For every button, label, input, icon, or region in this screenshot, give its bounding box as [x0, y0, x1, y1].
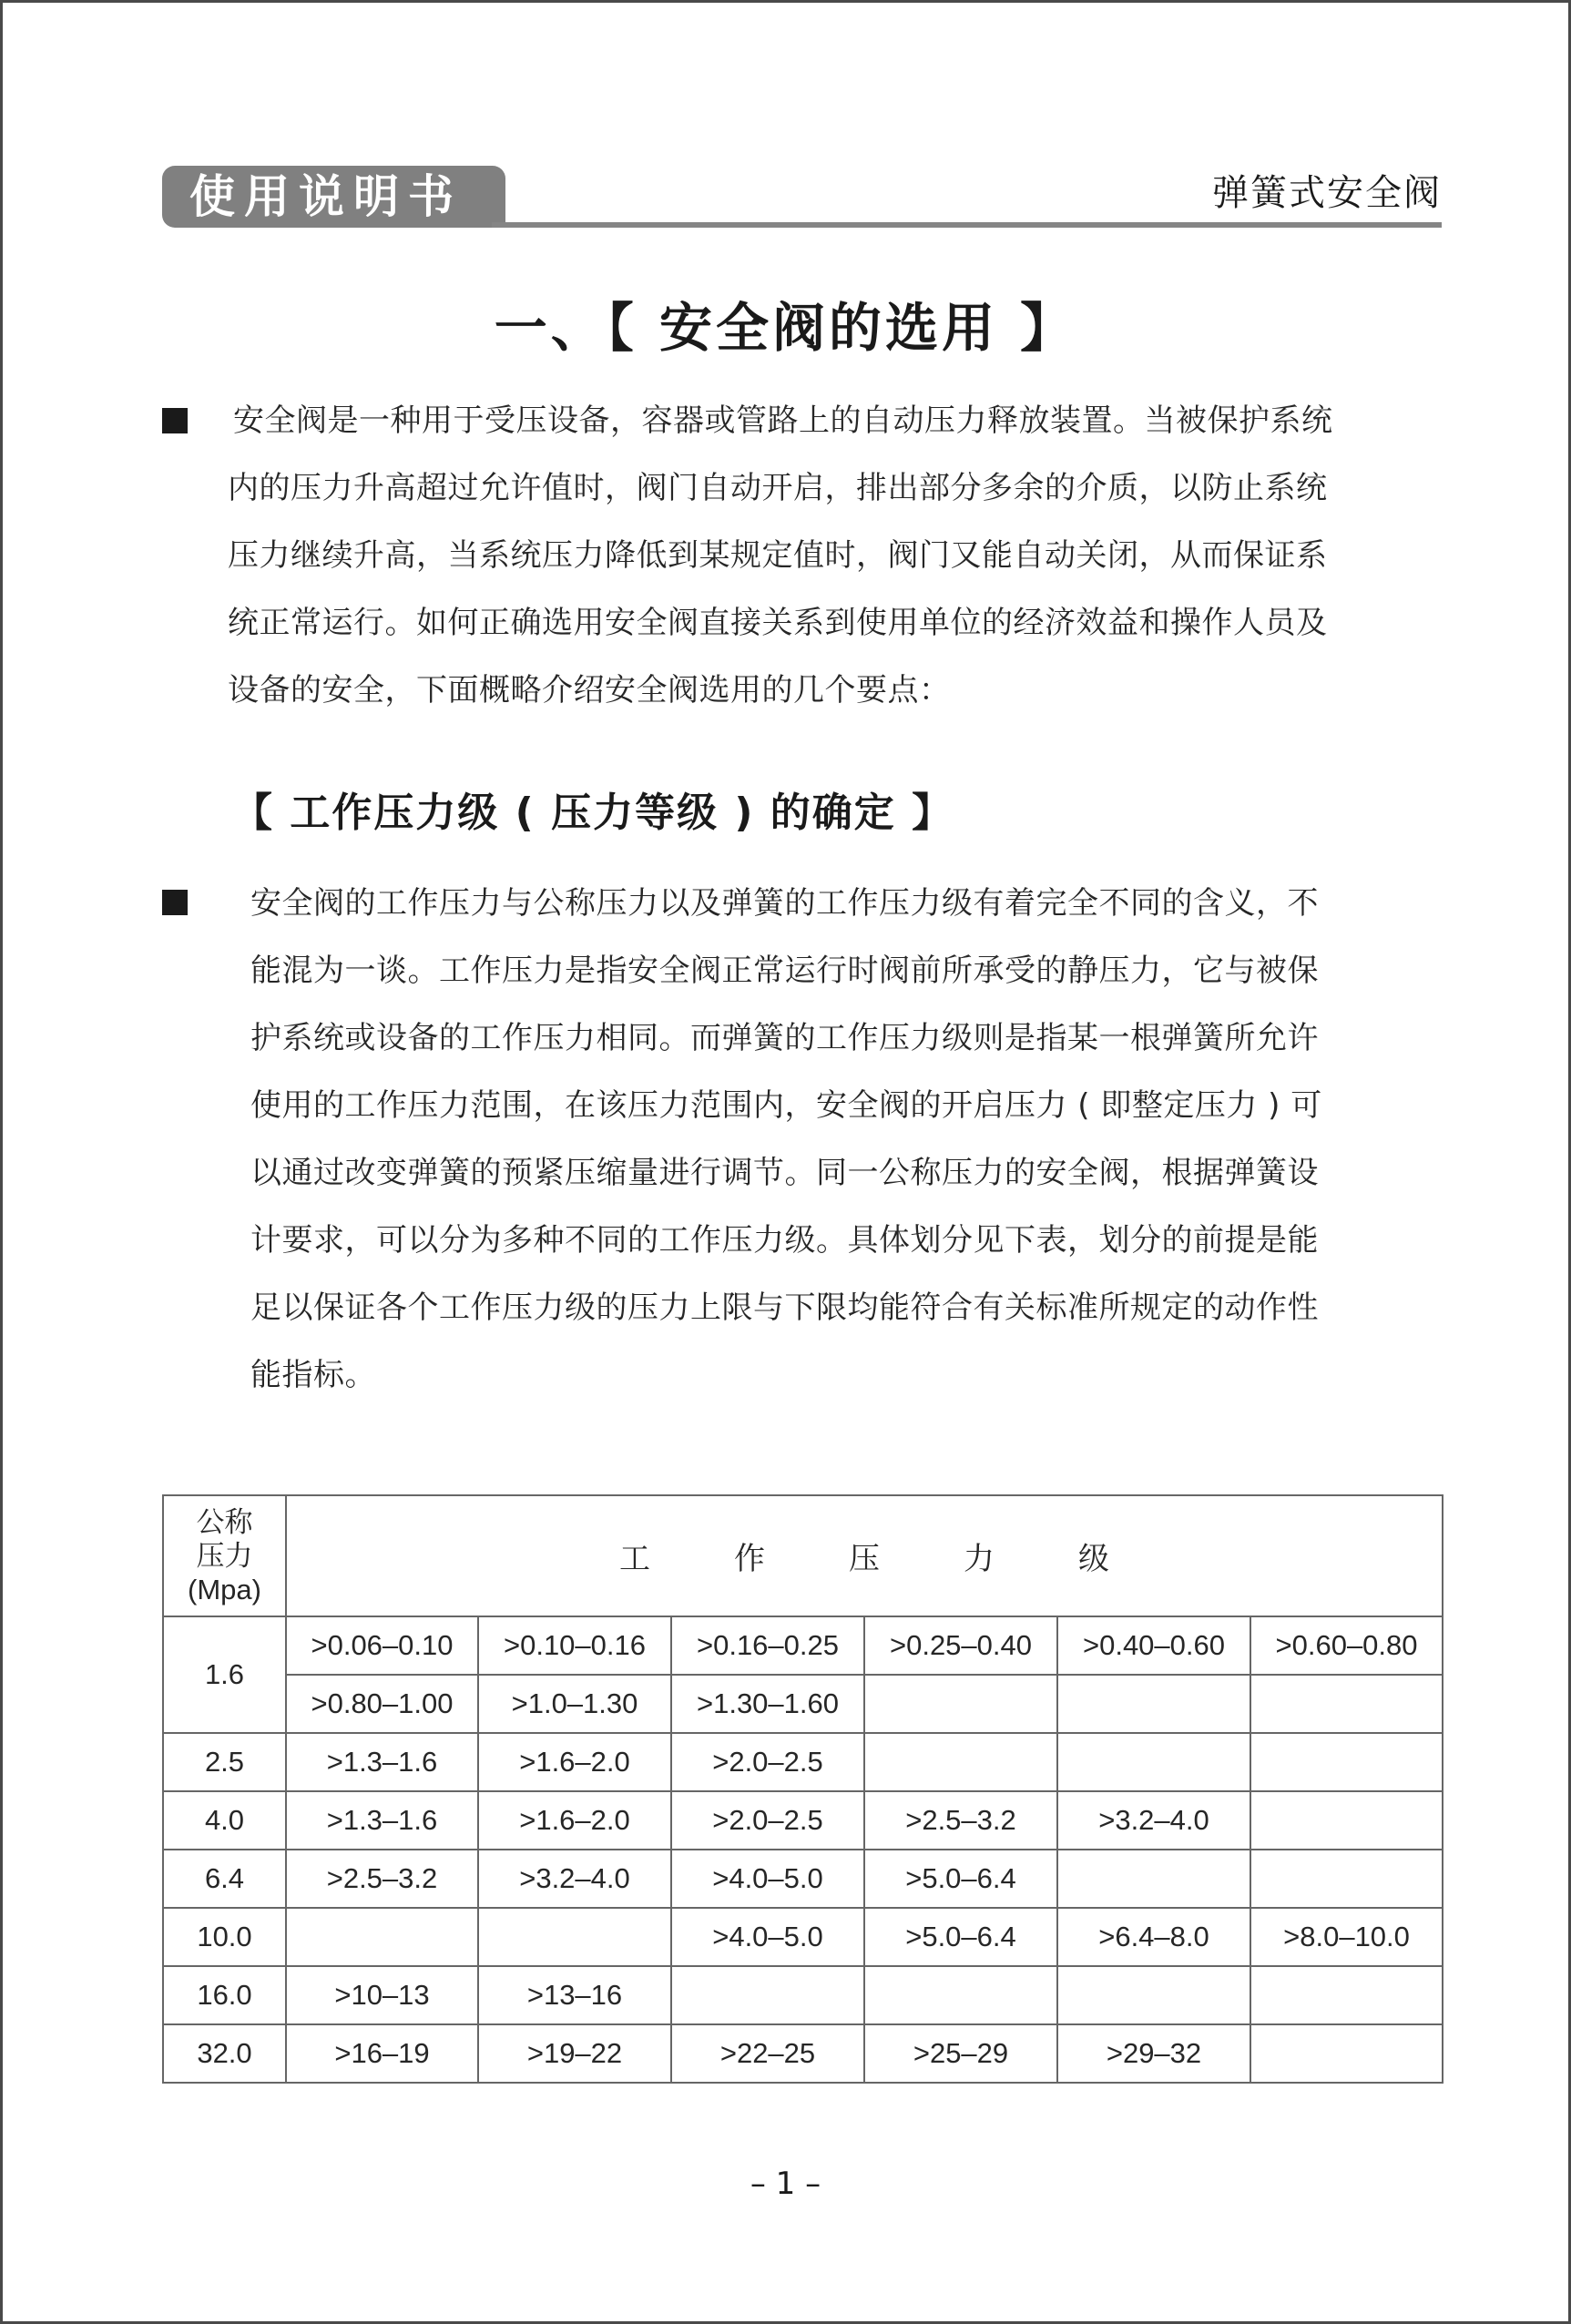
header-char: 力 — [964, 1542, 995, 1576]
header-char: 级 — [1078, 1542, 1110, 1576]
nominal-pressure-cell: 10.0 — [163, 1908, 286, 1966]
manual-label-tab: 使用说明书 — [162, 166, 505, 228]
paragraph-line: 足以保证各个工作压力级的压力上限与下限均能符合有关标准所规定的动作性 — [250, 1289, 1319, 1326]
grade-range-cell: >1.6–2.0 — [478, 1733, 671, 1791]
page-number: – 1 – — [750, 2166, 821, 2202]
grade-range-cell — [1250, 1733, 1443, 1791]
paragraph-line: 能混为一谈。工作压力是指安全阀正常运行时阀前所承受的静压力，它与被保 — [250, 953, 1319, 989]
header-rule — [492, 222, 1442, 228]
paragraph-line: 内的压力升高超过允许值时，阀门自动开启，排出部分多余的介质，以防止系统 — [228, 470, 1328, 506]
header-char: 压 — [849, 1542, 881, 1576]
grade-range-cell: >1.3–1.6 — [286, 1733, 478, 1791]
grade-range-cell: >19–22 — [478, 2024, 671, 2083]
header-text: 压力 — [196, 1540, 253, 1572]
grade-range-cell: >16–19 — [286, 2024, 478, 2083]
grade-range-cell: >0.06–0.10 — [286, 1616, 478, 1675]
header-text: (Mpa) — [188, 1574, 261, 1605]
grade-range-cell: >0.60–0.80 — [1250, 1616, 1443, 1675]
paragraph-line: 统正常运行。如何正确选用安全阀直接关系到使用单位的经济效益和操作人员及 — [228, 605, 1328, 641]
nominal-pressure-header — [163, 1495, 286, 1616]
grade-range-cell: >2.5–3.2 — [864, 1791, 1057, 1850]
paragraph-line: 能指标。 — [250, 1357, 376, 1393]
grade-range-cell: >2.5–3.2 — [286, 1850, 478, 1908]
nominal-pressure-cell: 6.4 — [163, 1850, 286, 1908]
grade-range-cell: >10–13 — [286, 1966, 478, 2024]
grade-range-cell: >3.2–4.0 — [1057, 1791, 1250, 1850]
grade-range-cell — [478, 1908, 671, 1966]
table-row — [163, 1675, 1443, 1733]
bullet-square-icon — [162, 890, 188, 915]
table-row — [163, 1733, 1443, 1791]
nominal-pressure-cell: 16.0 — [163, 1966, 286, 2024]
grade-range-cell — [864, 1675, 1057, 1733]
working-pressure-grade-header — [286, 1495, 1443, 1616]
table-row — [163, 1850, 1443, 1908]
table-row — [163, 2024, 1443, 2083]
grade-range-cell — [1057, 1675, 1250, 1733]
grade-range-cell: >25–29 — [864, 2024, 1057, 2083]
grade-range-cell: >0.40–0.60 — [1057, 1616, 1250, 1675]
grade-range-cell: >22–25 — [671, 2024, 864, 2083]
grade-range-cell: >5.0–6.4 — [864, 1908, 1057, 1966]
grade-range-cell — [1057, 1733, 1250, 1791]
grade-range-cell — [1057, 1966, 1250, 2024]
grade-range-cell: >8.0–10.0 — [1250, 1908, 1443, 1966]
bullet-square-icon — [162, 408, 188, 433]
grade-range-cell — [1250, 2024, 1443, 2083]
paragraph-line: 安全阀是一种用于受压设备，容器或管路上的自动压力释放装置。当被保护系统 — [233, 403, 1333, 439]
grade-range-cell — [671, 1966, 864, 2024]
grade-range-cell: >1.3–1.6 — [286, 1791, 478, 1850]
grade-range-cell: >0.10–0.16 — [478, 1616, 671, 1675]
nominal-pressure-cell: 1.6 — [163, 1616, 286, 1733]
nominal-pressure-cell: 4.0 — [163, 1791, 286, 1850]
grade-range-cell: >2.0–2.5 — [671, 1791, 864, 1850]
paragraph-line: 安全阀的工作压力与公称压力以及弹簧的工作压力级有着完全不同的含义，不 — [250, 885, 1319, 922]
table-row — [163, 1791, 1443, 1850]
product-name: 弹簧式安全阀 — [1212, 172, 1442, 214]
grade-range-cell: >1.6–2.0 — [478, 1791, 671, 1850]
nominal-pressure-cell: 32.0 — [163, 2024, 286, 2083]
grade-range-cell: >2.0–2.5 — [671, 1733, 864, 1791]
grade-range-cell: >4.0–5.0 — [671, 1908, 864, 1966]
grade-range-cell — [864, 1733, 1057, 1791]
table-row — [163, 1616, 1443, 1675]
grade-range-cell: >0.80–1.00 — [286, 1675, 478, 1733]
grade-range-cell: >4.0–5.0 — [671, 1850, 864, 1908]
header-text: 公称 — [196, 1506, 253, 1538]
table-row — [163, 1966, 1443, 2024]
paragraph-line: 使用的工作压力范围，在该压力范围内，安全阀的开启压力 ( 即整定压力 ) 可 — [250, 1087, 1322, 1124]
section-title: 一、【 安全阀的选用 】 — [494, 297, 1077, 359]
paragraph-line: 压力继续升高，当系统压力降低到某规定值时，阀门又能自动关闭，从而保证系 — [228, 537, 1328, 574]
grade-range-cell: >0.16–0.25 — [671, 1616, 864, 1675]
grade-range-cell: >0.25–0.40 — [864, 1616, 1057, 1675]
detail-paragraph — [250, 870, 1322, 1409]
grade-range-cell — [1057, 1850, 1250, 1908]
pressure-grade-table — [162, 1494, 1443, 2084]
grade-range-cell — [1250, 1791, 1443, 1850]
grade-range-cell: >5.0–6.4 — [864, 1850, 1057, 1908]
grade-range-cell — [1250, 1966, 1443, 2024]
grade-range-cell: >29–32 — [1057, 2024, 1250, 2083]
paragraph-line: 计要求，可以分为多种不同的工作压力级。具体划分见下表，划分的前提是能 — [250, 1222, 1319, 1259]
table-header-row — [163, 1495, 1443, 1616]
intro-paragraph — [228, 387, 1333, 724]
sub-heading: 【 工作压力级 ( 压力等级 ) 的确定 】 — [232, 790, 954, 836]
table-body — [163, 1616, 1443, 2083]
grade-range-cell: >3.2–4.0 — [478, 1850, 671, 1908]
grade-range-cell — [1250, 1850, 1443, 1908]
header-char: 工 — [619, 1542, 651, 1576]
grade-range-cell — [864, 1966, 1057, 2024]
paragraph-line: 以通过改变弹簧的预紧压缩量进行调节。同一公称压力的安全阀，根据弹簧设 — [250, 1155, 1319, 1191]
grade-range-cell: >1.30–1.60 — [671, 1675, 864, 1733]
grade-range-cell — [1250, 1675, 1443, 1733]
nominal-pressure-cell: 2.5 — [163, 1733, 286, 1791]
grade-range-cell — [286, 1908, 478, 1966]
table-row — [163, 1908, 1443, 1966]
paragraph-line: 护系统或设备的工作压力相同。而弹簧的工作压力级则是指某一根弹簧所允许 — [250, 1020, 1319, 1056]
grade-range-cell: >13–16 — [478, 1966, 671, 2024]
paragraph-line: 设备的安全，下面概略介绍安全阀选用的几个要点： — [228, 672, 951, 708]
header-char: 作 — [734, 1542, 766, 1576]
grade-range-cell: >1.0–1.30 — [478, 1675, 671, 1733]
grade-range-cell: >6.4–8.0 — [1057, 1908, 1250, 1966]
